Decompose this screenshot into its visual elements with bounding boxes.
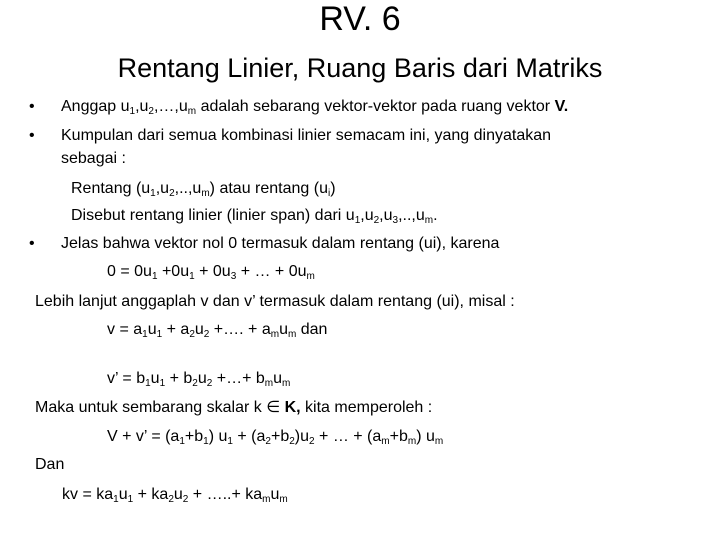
text-line-12: V + v’ = $(a_1+b_1) u_1 + (a_2+b_2)u_2$ + … + $(a_m+b_m)$ $u_m$: [107, 428, 444, 447]
text-line-2: Kumpulan dari semua kombinasi linier semacam ini, yang dinyatakan: [61, 127, 552, 144]
text-line-10: v’ = $b_1u_1 + b_2u_2$ +…+ $b_mu_m$: [107, 370, 291, 389]
text-line-9: $v = a_1u_1 + a_2u_2$ +…. + $a_mu_m$ dan: [107, 321, 328, 340]
text-line-13: Dan: [35, 456, 65, 473]
slide-title: RV. 6: [319, 0, 401, 38]
text-line-7: $0 = 0u_1 +0u_1 + 0u_3$ + … + $0u_m$: [107, 263, 315, 282]
text-line-3: sebagai :: [61, 150, 126, 167]
text-line-11: Maka untuk sembarang skalar k ∈ K, kita memperoleh :: [35, 399, 433, 416]
text-line-1: Anggap $u_1,u_2,\dots,u_m$ adalah sebarang vektor-vektor pada ruang vektor V.: [61, 98, 569, 117]
text-line-8: Lebih lanjut anggaplah v dan v’ termasuk dalam rentang (ui), misal :: [35, 293, 515, 310]
bullet-marker: •: [29, 98, 35, 115]
bullet-marker: •: [29, 127, 35, 144]
text-line-5: Disebut rentang linier (linier span) dari $u_1,u_2,u_3,..,u_m$.: [71, 207, 438, 226]
text-line-14: kv = $ka_1u_1 + ka_2u_2$ + …..+ $ka_mu_m$: [62, 486, 288, 505]
slide-subtitle: Rentang Linier, Ruang Baris dari Matriks: [117, 53, 603, 83]
text-line-6: Jelas bahwa vektor nol 0 termasuk dalam rentang (ui), karena: [61, 235, 500, 252]
text-line-4: Rentang $(u_1,u_2,..,u_m)$ atau rentang $(u_i)$: [71, 180, 336, 199]
bullet-marker: •: [29, 235, 35, 252]
